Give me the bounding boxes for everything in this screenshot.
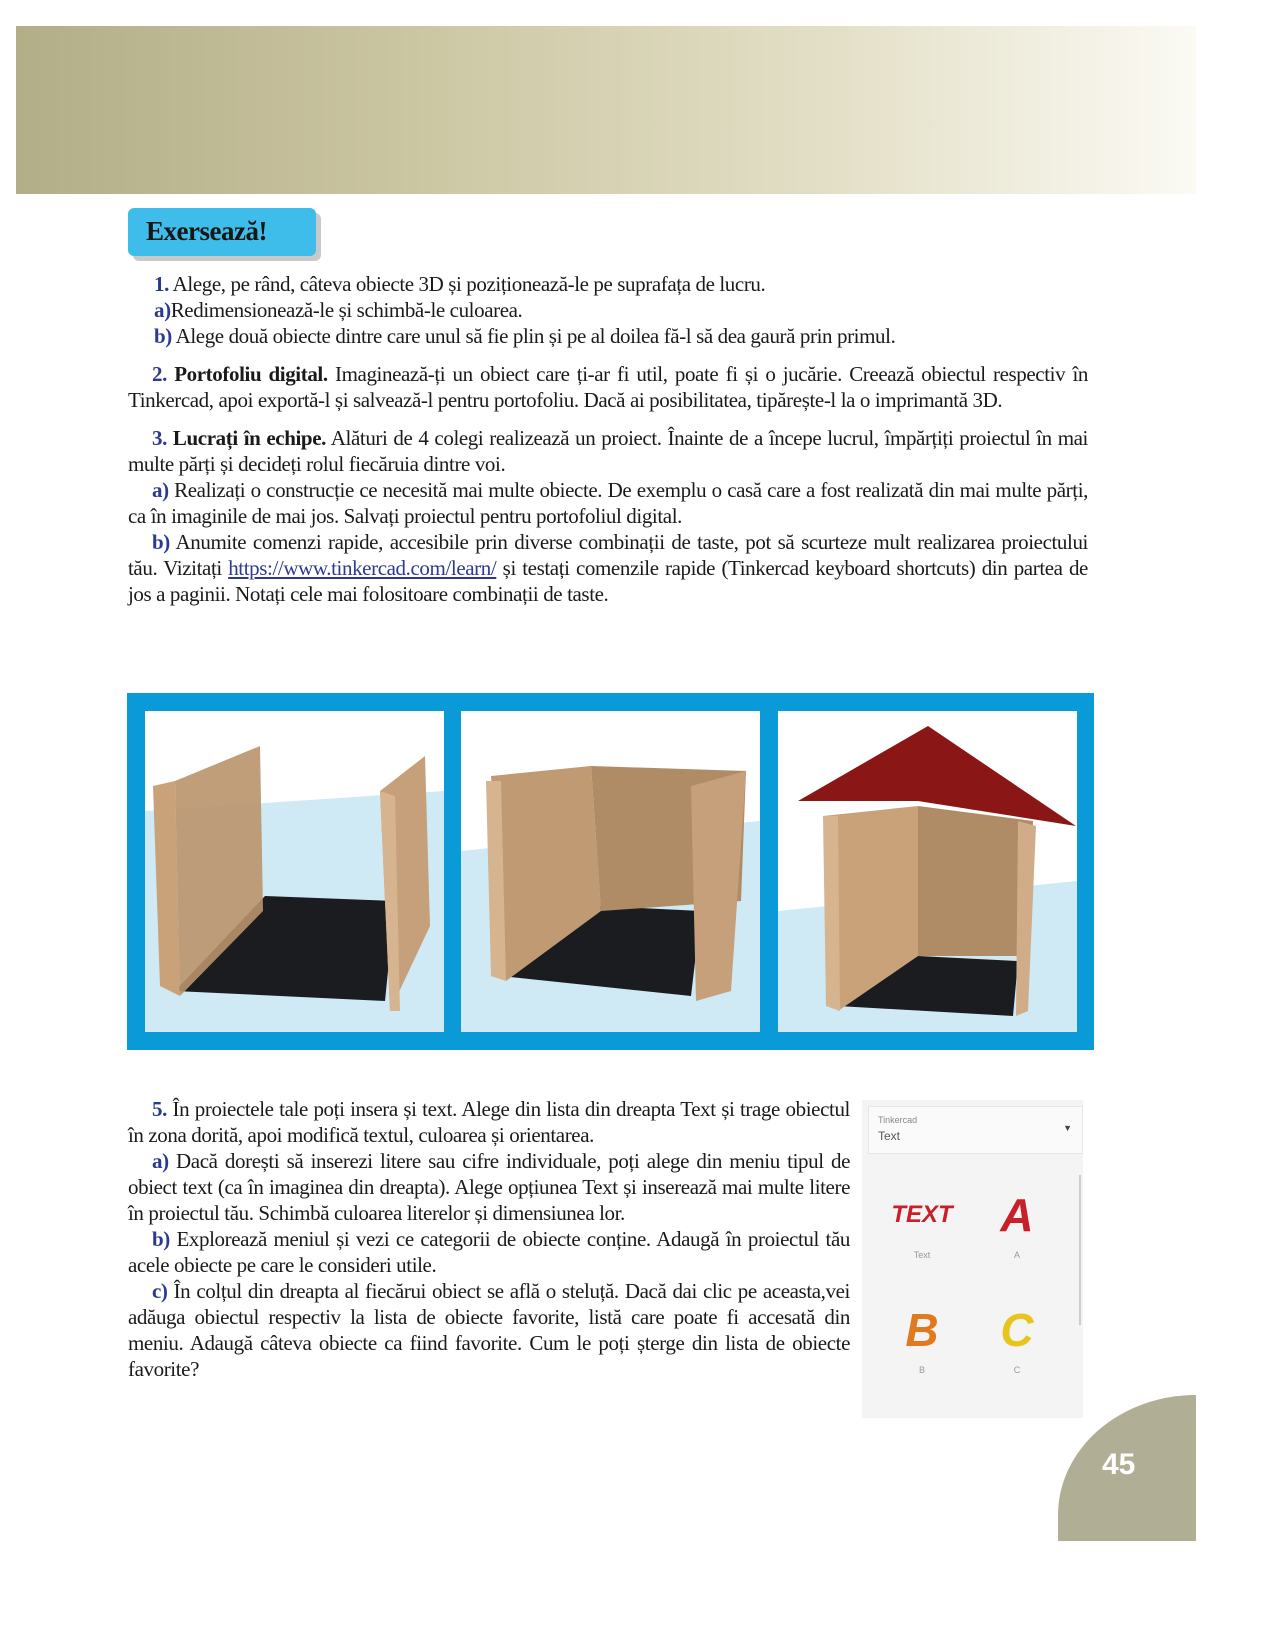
shape-label: B: [918, 1365, 925, 1375]
ex1-b-label: b): [154, 324, 172, 348]
ex3-title: Lucrați în echipe.: [172, 426, 326, 450]
tinkercad-shapes-panel: [862, 1100, 1083, 1418]
ex5-c-text: În colțul din dreapta al fiecărui obiect se află o steluță. Dacă dai clic pe aceasta,vei adăuga obiectul respectiv la lista de obiecte favorite, listă care poate fi accesată din meniu. Adaugă câteva obiecte ca fiind favorite. Cum le poți șterge din lista de obiecte favorite?: [128, 1279, 850, 1381]
chevron-down-icon: ▼: [1063, 1123, 1072, 1133]
ex3-b-label: b): [152, 530, 170, 554]
exercise-5: [128, 1096, 850, 1382]
ex5-c-label: c): [152, 1279, 168, 1303]
ex3-text: Alături de 4 colegi realizează un proiect. Înainte de a începe lucrul, împărțiți proiectul în mai multe părți și decideți rolul fiecăruia dintre voi.: [128, 426, 1088, 476]
ex1-a-text: Redimensionează-le și schimbă-le culoarea.: [170, 298, 523, 322]
shape-category-dropdown[interactable]: [868, 1106, 1083, 1154]
ex1-a-label: a): [154, 298, 171, 322]
ex5-b-text: Explorează meniul și vezi ce categorii de obiecte conține. Adaugă în proiectul tău acele obiecte pe care le consideri utile.: [128, 1227, 850, 1277]
shape-label: A: [1013, 1250, 1020, 1260]
header-band: [16, 26, 1196, 194]
exercise-1: [128, 271, 1088, 607]
dropdown-selected-value: Text: [878, 1129, 901, 1143]
ex2-title: Portofoliu digital.: [174, 362, 328, 386]
shape-item-a[interactable]: [977, 1180, 1057, 1260]
ex5-text: În proiectele tale poți insera și text. Alege din lista din dreapta Text și trage obiectul în zona dorită, apoi modifică textul, culoarea și orientarea.: [128, 1097, 850, 1147]
tinkercad-learn-link[interactable]: https://www.tinkercad.com/learn/: [228, 556, 497, 580]
house-images-frame: [127, 693, 1094, 1050]
exercise-badge: Exersează!: [128, 208, 316, 256]
ex5-a-text: Dacă dorești să inserezi litere sau cifre individuale, poți alege din meniu tipul de obiect text (ca în imaginea din dreapta). Alege opțiunea Text și inserează mai multe litere în proiectul tău. Schimbă culoarea literelor și dimensiunea lor.: [128, 1149, 850, 1225]
letter-b-shape-icon: B: [905, 1304, 939, 1356]
house-step-2-image: [461, 711, 760, 1032]
ex3-b-text-end: și testați comenzile rapide (Tinkercad keyboard shortcuts) din partea de jos a paginii. Notați cele mai folositoare combinații de taste.: [128, 556, 1088, 606]
shape-label: C: [1013, 1365, 1021, 1375]
shape-label: Text: [913, 1250, 931, 1260]
ex3-a-text: Realizați o construcție ce necesită mai multe obiecte. De exemplu o casă care a fost realizată din mai multe părți, ca în imaginile de mai jos. Salvați proiectul pentru portofoliul digital.: [128, 478, 1088, 528]
page-number: 45: [1102, 1448, 1136, 1481]
ex1-b-text: Alege două obiecte dintre care unul să fie plin și pe al doilea fă-l să dea gaură prin primul.: [175, 324, 896, 348]
ex5-number: 5.: [152, 1097, 167, 1121]
ex3-number: 3.: [152, 426, 167, 450]
shape-item-c[interactable]: [977, 1295, 1057, 1375]
letter-c-shape-icon: C: [1000, 1304, 1034, 1356]
ex5-a-label: a): [152, 1149, 169, 1173]
house-step-1-image: [145, 711, 444, 1032]
shape-item-text[interactable]: [882, 1180, 962, 1260]
letter-a-shape-icon: A: [1000, 1189, 1034, 1241]
ex1-number: 1.: [154, 272, 169, 296]
ex3-b-text: Anumite comenzi rapide, accesibile prin diverse combinații de taste, pot să scurteze mult realizarea proiectului tău. Vizitați: [128, 530, 1088, 580]
panel-scrollbar[interactable]: [1079, 1175, 1081, 1325]
ex2-number: 2.: [152, 362, 167, 386]
ex1-text: Alege, pe rând, câteva obiecte 3D și poziționează-le pe suprafața de lucru.: [172, 272, 766, 296]
shape-item-b[interactable]: [882, 1295, 962, 1375]
dropdown-source-label: Tinkercad: [878, 1115, 918, 1125]
house-step-3-image: [778, 711, 1077, 1032]
ex3-a-label: a): [152, 478, 169, 502]
ex5-b-label: b): [152, 1227, 170, 1251]
ex2-text: Imaginează-ți un obiect care ți-ar fi util, poate fi și o jucărie. Creează obiectul respectiv în Tinkercad, apoi exportă-l și salvează-l pentru portofoliu. Dacă ai posibilitatea, tipărește-l la o imprimantă 3D.: [128, 362, 1088, 412]
text-shape-icon: TEXT: [891, 1201, 953, 1228]
